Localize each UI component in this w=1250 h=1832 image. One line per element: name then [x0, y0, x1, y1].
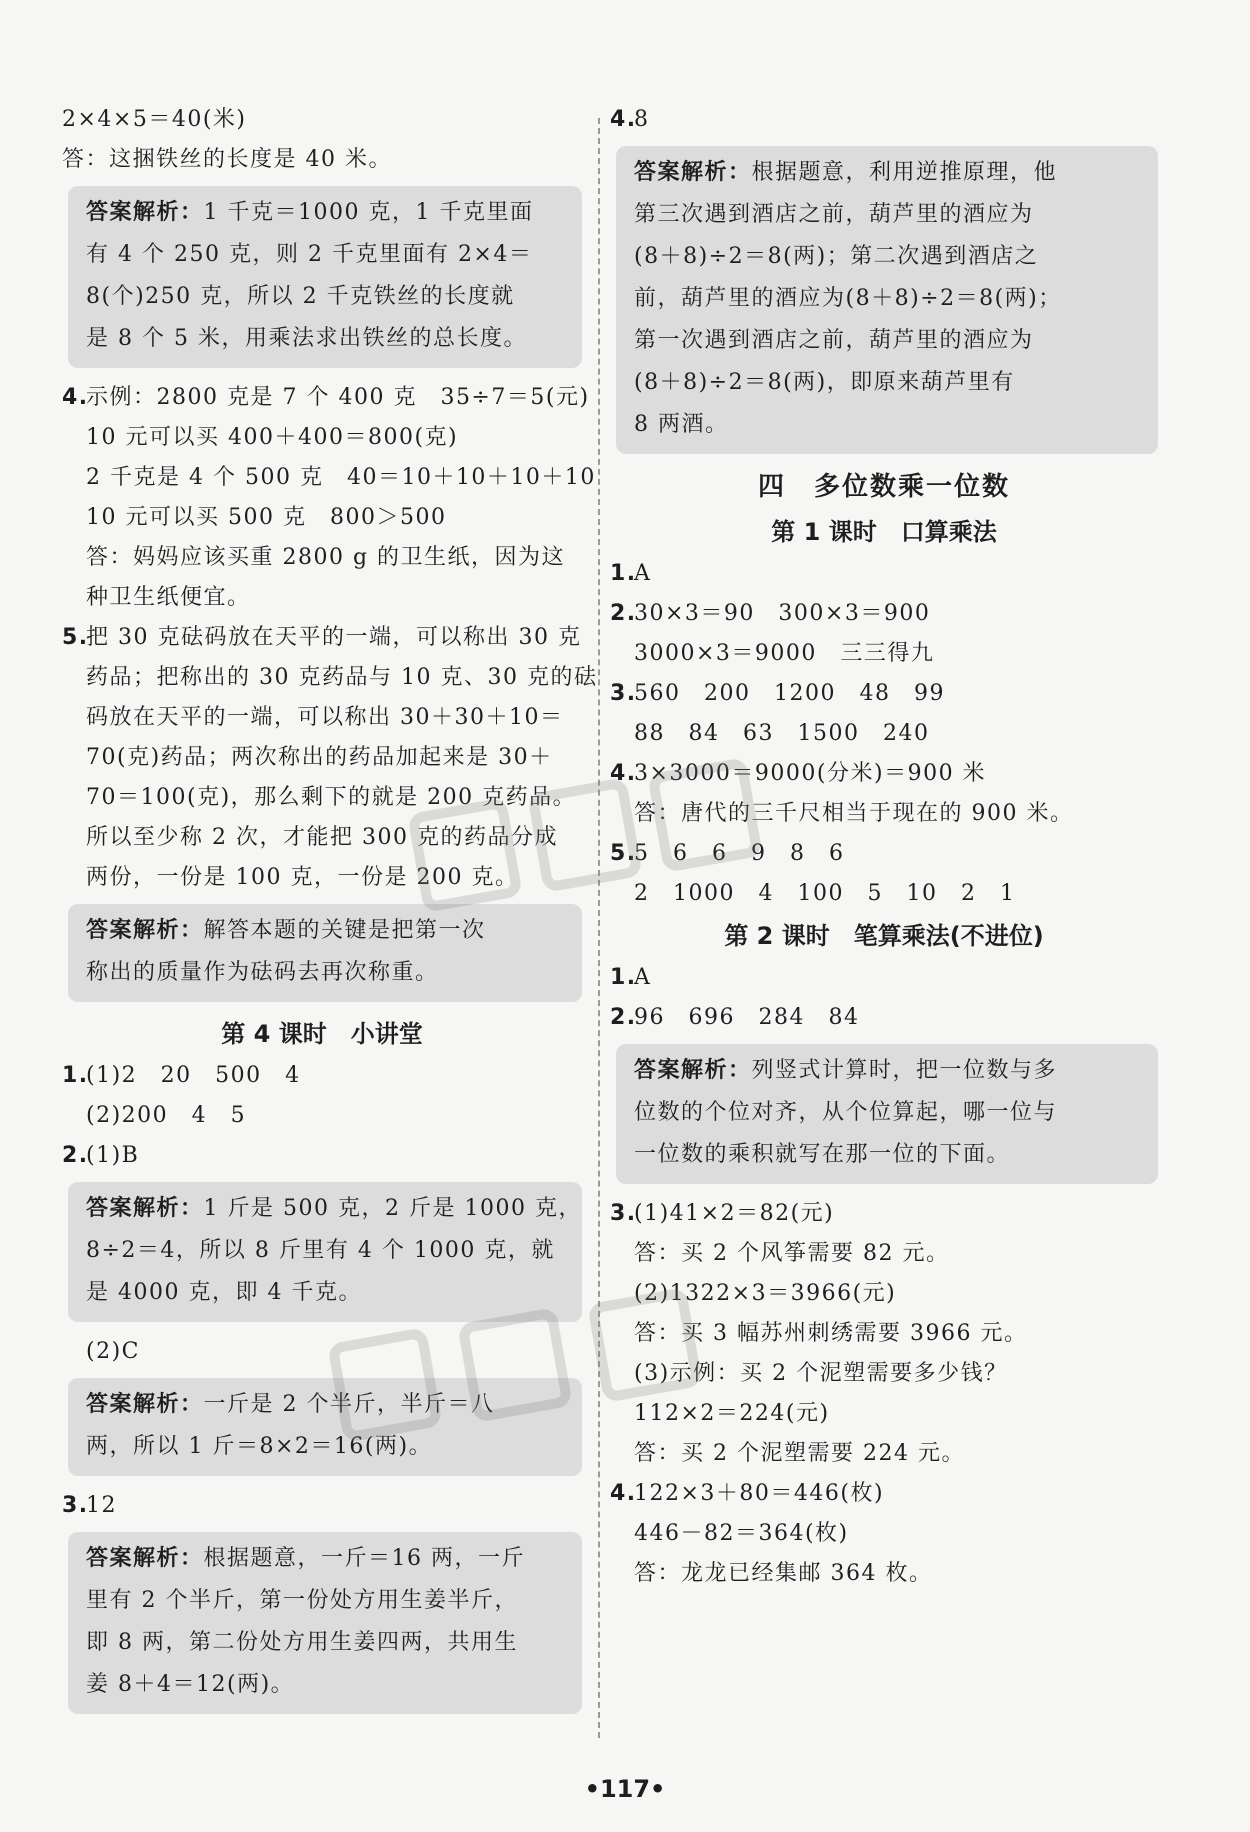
question-number: 4.: [610, 1481, 637, 1506]
answer-text: 5 6 6 9 8 6: [634, 841, 845, 866]
question-1: [62, 1056, 582, 1096]
analysis-text: 是 8 个 5 米，用乘法求出铁丝的总长度。: [86, 326, 527, 351]
analysis-text: 有 4 个 250 克，则 2 千克里面有 2×4＝: [86, 242, 533, 267]
answer-text: 88 84 63 1500 240: [634, 721, 930, 746]
question-5: [62, 618, 582, 658]
answer-text: (2)C: [86, 1339, 140, 1364]
analysis-text: (8＋8)÷2＝8(两)；第二次遇到酒店之: [634, 244, 1039, 269]
answer-text: 10 元可以买 400＋400＝800(克): [86, 425, 459, 450]
analysis-box: [68, 1182, 582, 1322]
analysis-tag: 答案解析：: [86, 1392, 204, 1417]
analysis-text: 第三次遇到酒店之前，葫芦里的酒应为: [634, 202, 1034, 227]
question-1: [610, 554, 1158, 594]
question-5: [610, 834, 1158, 874]
analysis-text: 里有 2 个半斤，第一份处方用生姜半斤，: [86, 1588, 518, 1613]
analysis-text: 第一次遇到酒店之前，葫芦里的酒应为: [634, 328, 1034, 353]
question-3: [62, 1486, 582, 1526]
analysis-text: 1 千克＝1000 克，1 千克里面: [203, 200, 534, 225]
analysis-box: [616, 146, 1158, 454]
text-line: 2×4×5＝40(米): [62, 107, 247, 132]
question-number: 4.: [610, 761, 637, 786]
question-number: 4.: [610, 107, 637, 132]
analysis-text: 一斤是 2 个半斤，半斤＝八: [203, 1392, 495, 1417]
question-number: 2.: [610, 1005, 637, 1030]
lesson-heading: 第 2 课时 笔算乘法(不进位): [724, 922, 1044, 950]
answer-text: 把 30 克砝码放在天平的一端，可以称出 30 克: [86, 625, 582, 650]
question-3: [610, 1194, 1158, 1234]
answer-text: 种卫生纸便宜。: [86, 585, 251, 610]
answer-text: 药品；把称出的 30 克药品与 10 克、30 克的砝: [86, 665, 598, 690]
answer-text: 70(克)药品；两次称出的药品加起来是 30＋: [86, 745, 553, 770]
question-2: [610, 998, 1158, 1038]
answer-text: 30×3＝90 300×3＝900: [634, 601, 931, 626]
answer-text: 3×3000＝9000(分米)＝900 米: [634, 761, 987, 786]
answer-text: 70＝100(克)，那么剩下的就是 200 克药品。: [86, 785, 577, 810]
lesson-heading: 第 1 课时 口算乘法: [771, 518, 997, 546]
answer-text: 示例：2800 克是 7 个 400 克 35÷7＝5(元): [86, 385, 590, 410]
analysis-box: [68, 186, 582, 368]
question-number: 5.: [610, 841, 637, 866]
question-number: 3.: [610, 681, 637, 706]
analysis-tag: 答案解析：: [86, 1546, 204, 1571]
answer-text: 3000×3＝9000 三三得九: [634, 641, 935, 666]
answer-text: 答：龙龙已经集邮 364 枚。: [634, 1561, 933, 1586]
answer-text: 96 696 284 84: [634, 1005, 860, 1030]
analysis-text: 位数的个位对齐，从个位算起，哪一位与: [634, 1100, 1058, 1125]
analysis-text: 两，所以 1 斤＝8×2＝16(两)。: [86, 1434, 433, 1459]
answer-text: 446－82＝364(枚): [634, 1521, 849, 1546]
answer-text: (3)示例：买 2 个泥塑需要多少钱？: [634, 1361, 1008, 1386]
question-2: [610, 594, 1158, 634]
answer-text: A: [634, 965, 652, 990]
answer-text: 两份，一份是 100 克，一份是 200 克。: [86, 865, 519, 890]
analysis-tag: 答案解析：: [86, 918, 204, 943]
answer-text: 2 千克是 4 个 500 克 40＝10＋10＋10＋10: [86, 465, 596, 490]
answer-text: (1)41×2＝82(元): [634, 1201, 835, 1226]
analysis-tag: 答案解析：: [634, 1058, 752, 1083]
answer-text: 122×3＋80＝446(枚): [634, 1481, 885, 1506]
question-4: [610, 754, 1158, 794]
analysis-text: 前，葫芦里的酒应为(8＋8)÷2＝8(两)；: [634, 286, 1062, 311]
analysis-box: [616, 1044, 1158, 1184]
analysis-text: 称出的质量作为砝码去再次称重。: [86, 960, 439, 985]
analysis-text: 列竖式计算时，把一位数与多: [751, 1058, 1058, 1083]
left-column: [62, 100, 598, 1724]
column-divider: [598, 118, 600, 1738]
answer-text: (1)2 20 500 4: [86, 1063, 301, 1088]
answer-text: 112×2＝224(元): [634, 1401, 830, 1426]
question-4: [610, 100, 1158, 140]
analysis-text: 解答本题的关键是把第一次: [203, 918, 486, 943]
question-3: [610, 674, 1158, 714]
analysis-text: 根据题意，一斤＝16 两，一斤: [203, 1546, 526, 1571]
analysis-text: 是 4000 克，即 4 千克。: [86, 1280, 362, 1305]
answer-text: 2 1000 4 100 5 10 2 1: [634, 881, 1016, 906]
analysis-text: 根据题意，利用逆推原理，他: [751, 160, 1058, 185]
analysis-box: [68, 1378, 582, 1476]
answer-text: 10 元可以买 500 克 800＞500: [86, 505, 447, 530]
question-number: 5.: [62, 625, 89, 650]
question-number: 1.: [62, 1063, 89, 1088]
right-column: [610, 100, 1158, 1594]
answer-text: 所以至少称 2 次，才能把 300 克的药品分成: [86, 825, 558, 850]
analysis-text: 姜 8＋4＝12(两)。: [86, 1672, 295, 1697]
answer-text: (1)B: [86, 1143, 140, 1168]
analysis-text: (8＋8)÷2＝8(两)，即原来葫芦里有: [634, 370, 1015, 395]
answer-text: (2)1322×3＝3966(元): [634, 1281, 897, 1306]
analysis-box: [68, 904, 582, 1002]
analysis-text: 8 两酒。: [634, 412, 729, 437]
answer-text: 答：妈妈应该买重 2800 g 的卫生纸，因为这: [86, 545, 566, 570]
answer-text: 答：唐代的三千尺相当于现在的 900 米。: [634, 801, 1074, 826]
answer-text: A: [634, 561, 652, 586]
analysis-text: 即 8 两，第二份处方用生姜四两，共用生: [86, 1630, 518, 1655]
question-4: [610, 1474, 1158, 1514]
answer-text: 8: [634, 107, 650, 132]
answer-text: 12: [86, 1493, 117, 1518]
question-number: 2.: [610, 601, 637, 626]
answer-text: 答：买 3 幅苏州刺绣需要 3966 元。: [634, 1321, 1028, 1346]
answer-text: 码放在天平的一端，可以称出 30＋30＋10＝: [86, 705, 564, 730]
question-1: [610, 958, 1158, 998]
analysis-box: [68, 1532, 582, 1714]
question-number: 4.: [62, 385, 89, 410]
answer-line: 答：这捆铁丝的长度是 40 米。: [62, 147, 392, 172]
analysis-tag: 答案解析：: [634, 160, 752, 185]
answer-text: (2)200 4 5: [86, 1103, 247, 1128]
answer-text: 答：买 2 个风筝需要 82 元。: [634, 1241, 950, 1266]
analysis-text: 8(个)250 克，所以 2 千克铁丝的长度就: [86, 284, 515, 309]
analysis-text: 8÷2＝4，所以 8 斤里有 4 个 1000 克，就: [86, 1238, 555, 1263]
lesson-heading: 第 4 课时 小讲堂: [221, 1020, 423, 1048]
analysis-text: 一位数的乘积就写在那一位的下面。: [634, 1142, 1011, 1167]
question-number: 2.: [62, 1143, 89, 1168]
question-number: 1.: [610, 965, 637, 990]
question-number: 3.: [610, 1201, 637, 1226]
question-number: 3.: [62, 1493, 89, 1518]
question-2: [62, 1136, 582, 1176]
answer-text: 答：买 2 个泥塑需要 224 元。: [634, 1441, 965, 1466]
chapter-heading: 四 多位数乘一位数: [757, 472, 1010, 502]
answer-text: 560 200 1200 48 99: [634, 681, 945, 706]
analysis-text: 1 斤是 500 克，2 斤是 1000 克，: [203, 1196, 582, 1221]
analysis-tag: 答案解析：: [86, 200, 204, 225]
question-number: 1.: [610, 561, 637, 586]
question-4: [62, 378, 590, 418]
page-number: •117•: [584, 1775, 666, 1803]
analysis-tag: 答案解析：: [86, 1196, 204, 1221]
